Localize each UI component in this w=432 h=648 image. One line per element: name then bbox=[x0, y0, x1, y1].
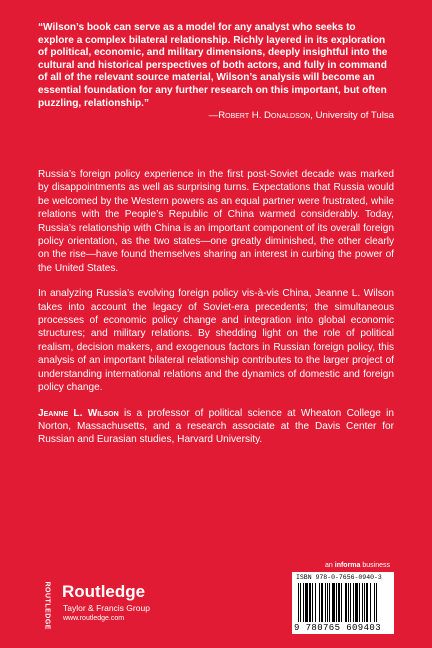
publisher-group: Taylor & Francis Group bbox=[63, 603, 150, 613]
barcode bbox=[292, 572, 394, 634]
informa-brand: informa bbox=[334, 562, 361, 569]
endorsement-attribution bbox=[38, 110, 394, 123]
routledge-mark-icon bbox=[40, 581, 54, 630]
description-paragraph-2: In analyzing Russia’s evolving foreign policy vis-à-vis China, Jeanne L. Wilson takes into account the legacy of Soviet-era precedents; the simultaneous processes of economic policy change and integration into global economic structures; and military relations. By shedding light on the role of political realism, decision makers, and exogenous factors in Russian foreign policy, this analysis of an important bilateral relationship contributes to the larger project of understanding international relations and the dynamics of domestic and foreign policy change. bbox=[38, 288, 394, 394]
barcode-bars-icon bbox=[298, 583, 388, 622]
endorsement-quote bbox=[38, 22, 394, 123]
informa-prefix: an bbox=[325, 562, 335, 569]
author-name: Jeanne L. Wilson bbox=[38, 407, 119, 419]
informa-tagline bbox=[294, 562, 390, 569]
informa-suffix: business bbox=[360, 562, 390, 569]
endorser-name: —Robert H. Donaldson bbox=[208, 110, 311, 122]
isbn-text: ISBN 978-0-7656-0940-3 bbox=[296, 574, 382, 581]
publisher-logo bbox=[40, 581, 180, 630]
description-paragraph-1: Russia’s foreign policy experience in the first post-Soviet decade was marked by disappointments as well as surprising turns. Expectations that Russia would be welcomed by the Western powers as an equal partner were frustrated, while relations with the People’s Republic of China warmed considerably. Today, Russia’s relationship with China is an important component of its overall foreign policy orientation, as the two states—one greatly diminished, the other clearly on the rise—have found themselves sharing an interest in curbing the power of the United States. bbox=[38, 169, 394, 274]
author-bio-text: is a professor of political science at Wheaton College in Norton, Massachusetts, and a research associate at the Davis Center for Russian and Eurasian studies, Harvard University. bbox=[38, 407, 394, 446]
publisher-name: Routledge bbox=[62, 582, 146, 601]
endorser-affiliation: , University of Tulsa bbox=[310, 110, 394, 122]
author-bio bbox=[38, 407, 394, 447]
publisher-url: www.routledge.com bbox=[63, 615, 125, 622]
book-description bbox=[38, 168, 394, 459]
publisher-mark-text: ROUTLEDGE bbox=[43, 581, 51, 630]
barcode-digits: 9 780765 609403 bbox=[294, 623, 382, 633]
endorsement-text: “Wilson’s book can serve as a model for any analyst who seeks to explore a complex bilateral relationship. Richly layered in its exploration of political, economic, and military dimensions, deeply insightful into the cultural and historical perspectives of both actors, and fully in command of all of the relevant source material, Wilson’s analysis will become an essential foundation for any further research on this important, but often puzzling, relationship.” bbox=[38, 22, 388, 109]
